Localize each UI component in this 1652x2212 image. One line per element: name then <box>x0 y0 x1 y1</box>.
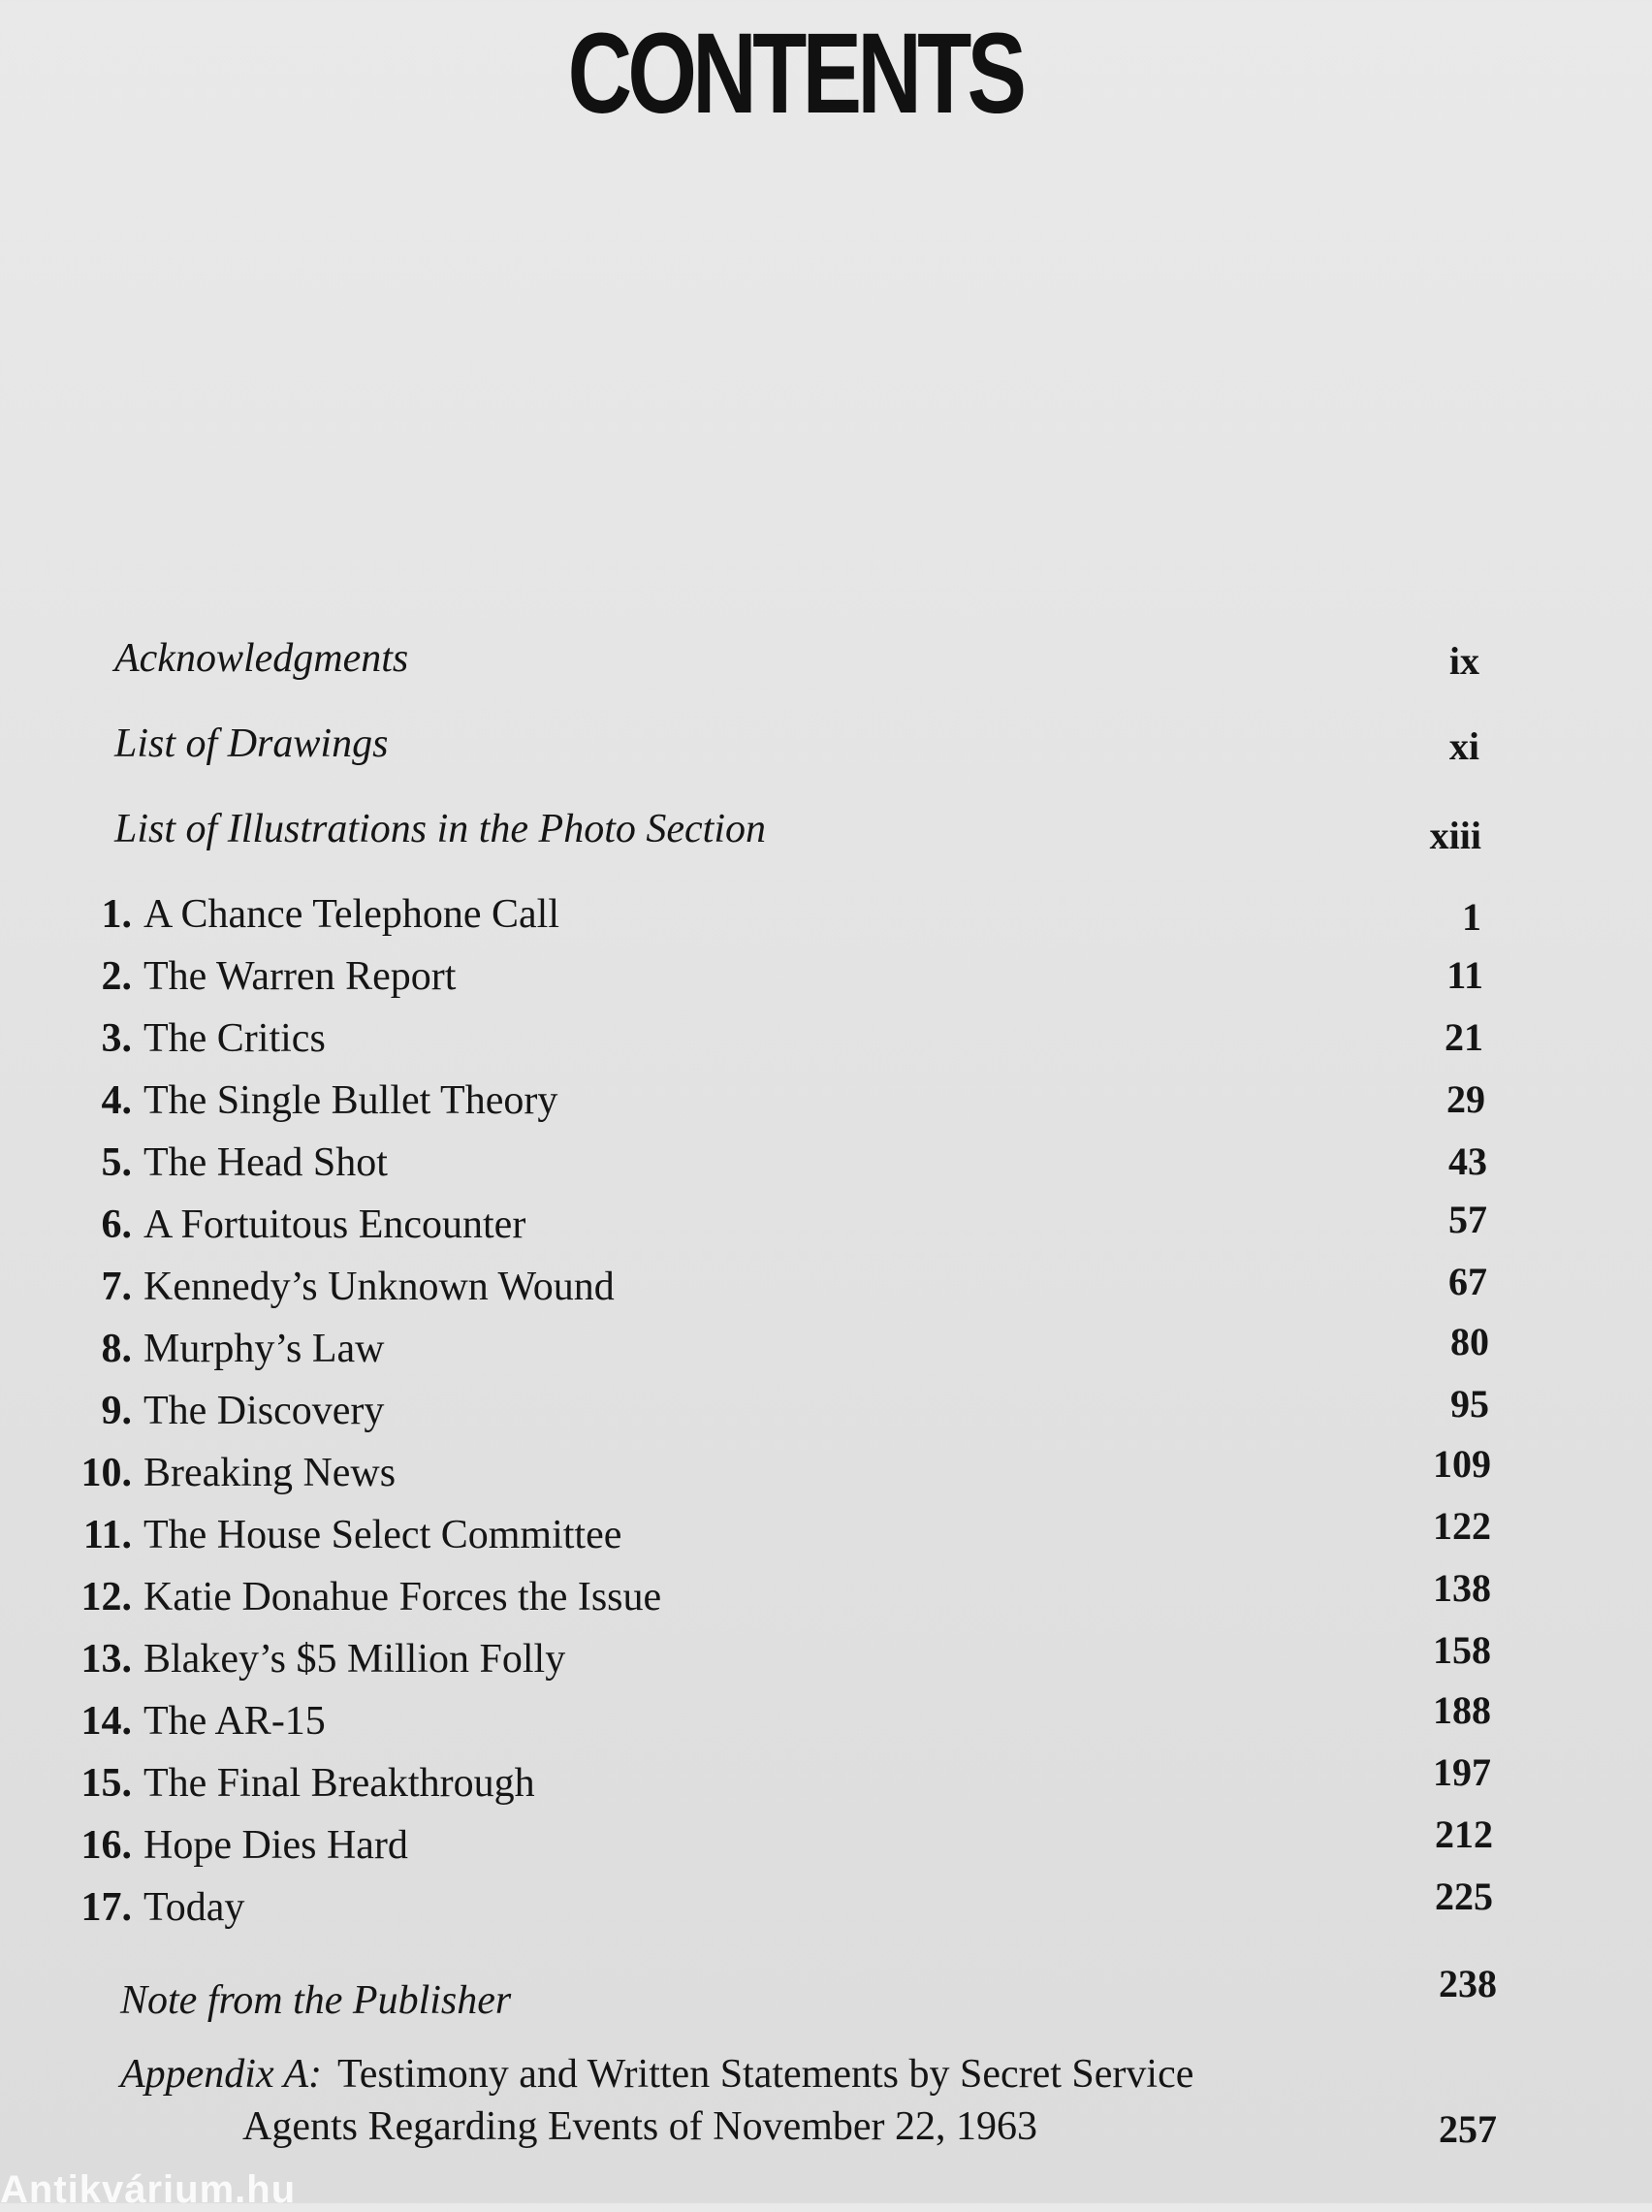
toc-entry-page: 95 <box>1450 1382 1489 1426</box>
toc-entry-page: ix <box>1448 639 1479 683</box>
chapter-number: 2. <box>101 954 132 999</box>
toc-entry-page: 257 <box>1439 2107 1497 2151</box>
chapter-number: 7. <box>101 1265 132 1309</box>
chapter-number: 15. <box>80 1761 132 1806</box>
toc-entry-page: 225 <box>1435 1875 1493 1918</box>
chapter-number: 5. <box>101 1140 132 1185</box>
toc-entry-page: 122 <box>1433 1504 1491 1548</box>
watermark: Antikvárium.hu <box>0 2168 297 2211</box>
toc-entry-page: 80 <box>1450 1320 1489 1363</box>
chapter-title: The Final Breakthrough <box>143 1761 535 1806</box>
chapter-number: 8. <box>101 1327 132 1371</box>
chapter-title: The Single Bullet Theory <box>143 1078 558 1123</box>
toc-entry-page: 57 <box>1448 1198 1487 1241</box>
toc-entry-title: List of Drawings <box>114 721 389 766</box>
chapter-title: The Critics <box>143 1016 326 1061</box>
toc-entry-acknowledgments[interactable] <box>0 638 1652 706</box>
toc-entry-chapter-2[interactable] <box>0 953 1652 1024</box>
appendix-title-line-1: Testimony and Written Statements by Secret Service <box>337 2052 1194 2097</box>
toc-entry-page: 67 <box>1448 1260 1487 1303</box>
toc-entry-page: xi <box>1448 724 1479 768</box>
toc-entry-chapter-1[interactable] <box>0 894 1652 962</box>
chapter-title: A Fortuitous Encounter <box>143 1202 526 1247</box>
toc-entry-page: 238 <box>1439 1962 1497 2005</box>
toc-entry-chapter-3[interactable] <box>0 1015 1652 1086</box>
toc-entry-page: 43 <box>1448 1139 1487 1183</box>
chapter-title: Breaking News <box>143 1451 397 1495</box>
toc-entry-title: Acknowledgments <box>114 636 409 681</box>
chapter-number: 1. <box>101 892 132 937</box>
toc-entry-chapter-17[interactable] <box>0 1875 1652 1955</box>
toc-entry-page: 212 <box>1435 1812 1493 1856</box>
toc-entry-title: Note from the Publisher <box>120 1978 512 2023</box>
toc-entry-title: List of Illustrations in the Photo Section <box>114 807 766 851</box>
chapter-title: Katie Donahue Forces the Issue <box>143 1575 662 1619</box>
chapter-number: 14. <box>80 1699 132 1744</box>
toc-entry-appendix-a[interactable] <box>0 2054 1652 2161</box>
chapter-title: The Discovery <box>143 1389 385 1433</box>
toc-entry-page: 138 <box>1433 1566 1491 1610</box>
chapter-title: The House Select Committee <box>143 1513 622 1557</box>
appendix-prefix: Appendix A: <box>120 2052 322 2097</box>
chapter-number: 10. <box>80 1451 132 1495</box>
chapter-title: The Head Shot <box>143 1140 388 1185</box>
chapter-title: The AR-15 <box>143 1699 326 1744</box>
chapter-title: Hope Dies Hard <box>143 1823 408 1868</box>
toc-entry-list-of-illustrations[interactable] <box>0 809 1652 877</box>
chapter-number: 13. <box>80 1637 132 1682</box>
chapter-title: Murphy’s Law <box>143 1327 385 1371</box>
chapter-number: 9. <box>101 1389 132 1433</box>
chapter-title: Today <box>143 1885 245 1930</box>
chapter-number: 4. <box>101 1078 132 1123</box>
chapter-number: 16. <box>80 1823 132 1868</box>
chapter-number: 12. <box>80 1575 132 1619</box>
toc-entry-page: 21 <box>1445 1015 1483 1059</box>
toc-entry-page: 188 <box>1433 1688 1491 1732</box>
toc-entry-page: 158 <box>1433 1628 1491 1672</box>
chapter-title: The Warren Report <box>143 954 457 999</box>
toc-entry-page: 109 <box>1433 1442 1491 1486</box>
chapter-title: A Chance Telephone Call <box>143 892 560 937</box>
chapter-title: Blakey’s $5 Million Folly <box>143 1637 566 1682</box>
chapter-number: 3. <box>101 1016 132 1061</box>
toc-entry-chapter-4[interactable] <box>0 1077 1652 1148</box>
chapter-title: Kennedy’s Unknown Wound <box>143 1265 615 1309</box>
toc-entry-page: 11 <box>1446 953 1483 997</box>
toc-entry-page: 1 <box>1462 895 1481 939</box>
toc-entry-page: 197 <box>1433 1750 1491 1794</box>
appendix-title-line-2: Agents Regarding Events of November 22, 1963 <box>242 2104 1038 2149</box>
toc-entry-publisher-note[interactable] <box>0 1962 1652 2048</box>
chapter-number: 17. <box>80 1885 132 1930</box>
toc-entry-page: xiii <box>1429 814 1481 857</box>
chapter-number: 11. <box>82 1513 132 1557</box>
toc-entry-page: 29 <box>1446 1077 1485 1121</box>
chapter-number: 6. <box>101 1202 132 1247</box>
page-title: CONTENTS <box>567 10 1023 138</box>
toc-entry-list-of-drawings[interactable] <box>0 723 1652 791</box>
